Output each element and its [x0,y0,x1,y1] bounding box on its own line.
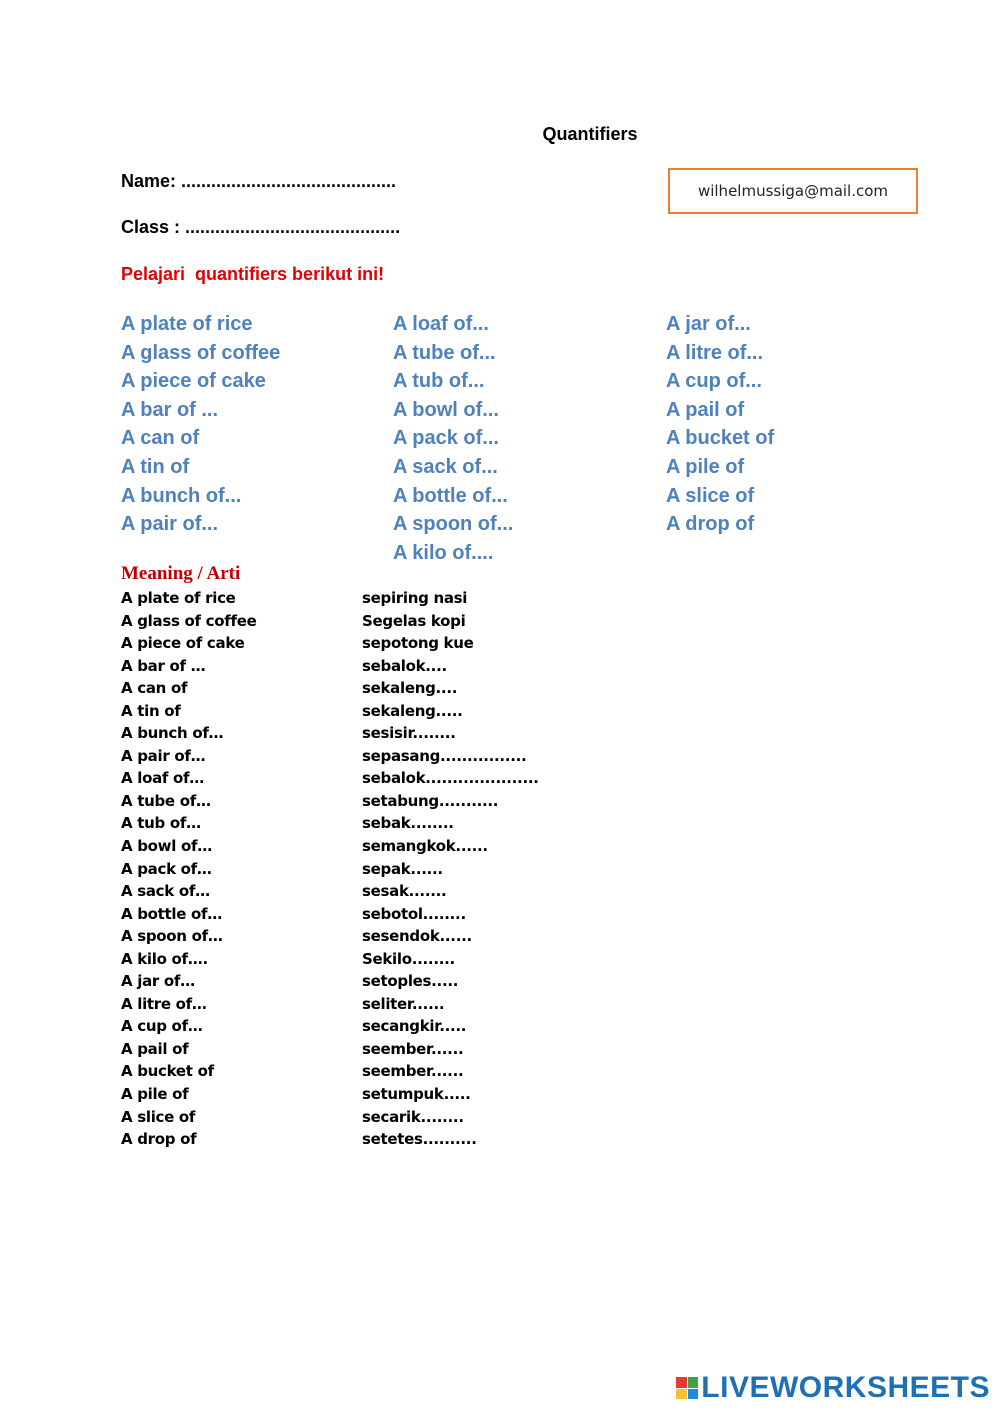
meaning-english: A tin of [121,701,181,720]
meaning-english: A pail of [121,1039,189,1058]
meaning-indonesian: seember...... [362,1039,464,1058]
meaning-indonesian: secangkir..... [362,1017,467,1036]
quantifier-item: A slice of [666,484,755,507]
meaning-indonesian: sekaleng.... [362,679,458,698]
meaning-row [121,722,539,745]
meaning-indonesian: sesisir........ [362,724,456,743]
meaning-indonesian: seliter...... [362,994,445,1013]
meaning-indonesian: sebalok.... [362,656,447,675]
email-text: wilhelmussiga@mail.com [697,182,889,200]
quantifier-column-1 [121,310,391,539]
meaning-row [121,1060,539,1083]
logo-text: LIVEWORKSHEETS [701,1371,990,1404]
meaning-english: A pile of [121,1085,189,1104]
meaning-indonesian: setetes.......... [362,1130,477,1149]
quantifier-column-3 [666,310,936,539]
meaning-indonesian: setabung........... [362,791,499,810]
meaning-english: A kilo of…. [121,949,208,968]
meaning-indonesian: setumpuk..... [362,1085,471,1104]
meaning-english: A bar of … [121,656,206,675]
quantifier-item: A bunch of... [121,484,242,507]
meaning-indonesian: sepiring nasi [362,589,468,607]
quantifier-item: A tub of... [393,370,485,393]
liveworksheets-logo-icon [676,1377,698,1399]
meaning-row [121,632,539,655]
meaning-row [121,655,539,678]
quantifier-item: A tin of [121,455,190,478]
meaning-indonesian: secarik........ [362,1107,464,1126]
meaning-english: A bowl of… [121,837,212,856]
meaning-row [121,587,539,610]
meaning-indonesian: setoples..... [362,972,459,991]
quantifier-item: A drop of [666,513,755,536]
name-field[interactable]: Name: ........................................... [121,171,397,191]
meaning-row [121,925,539,948]
meaning-row [121,1038,539,1061]
meaning-english: A tub of… [121,814,201,833]
meaning-heading: Meaning / Arti [121,563,241,584]
meaning-english: A jar of… [121,972,195,991]
meaning-indonesian: sekaleng..... [362,701,463,720]
meaning-english: A drop of [121,1130,197,1149]
quantifier-column-2 [393,310,663,567]
quantifier-item: A bottle of... [393,484,508,507]
meaning-row [121,835,539,858]
meaning-indonesian: sebotol........ [362,904,466,923]
meaning-row [121,745,539,768]
meaning-indonesian: sesak....... [362,882,447,901]
email-box [668,168,918,214]
liveworksheets-logo[interactable] [676,1371,990,1405]
quantifier-item: A can of [121,427,200,450]
meaning-row [121,700,539,723]
meaning-english: A spoon of… [121,927,223,946]
quantifier-item: A sack of... [393,455,498,478]
meaning-row [121,1128,539,1151]
meaning-row [121,1083,539,1106]
meaning-english: A glass of coffee [121,611,257,630]
meaning-english: A bottle of… [121,904,222,923]
meaning-english: A sack of… [121,882,210,901]
meaning-row [121,880,539,903]
meaning-row [121,1106,539,1129]
meaning-english: A litre of… [121,994,207,1013]
meaning-english: A slice of [121,1107,196,1126]
quantifier-item: A bar of ... [121,398,219,421]
meaning-table [121,587,539,1151]
meaning-indonesian: Sekilo........ [362,949,455,968]
meaning-english: A piece of cake [121,634,245,653]
meaning-english: A cup of… [121,1017,203,1036]
quantifier-item: A pail of [666,398,745,421]
meaning-english: A tube of… [121,791,211,810]
meaning-row [121,767,539,790]
meaning-indonesian: sepotong kue [362,634,474,653]
meaning-row [121,812,539,835]
quantifier-item: A jar of... [666,313,751,335]
meaning-row [121,1015,539,1038]
quantifier-item: A pair of... [121,513,219,536]
meaning-row [121,993,539,1016]
quantifier-item: A kilo of.... [393,541,494,564]
page-title: Quantifiers [542,124,638,144]
meaning-english: A can of [121,679,188,698]
quantifier-item: A plate of rice [121,313,253,335]
meaning-english: A loaf of… [121,769,204,788]
meaning-english: A bucket of [121,1062,214,1081]
quantifier-item: A bowl of... [393,398,499,421]
meaning-row [121,677,539,700]
meaning-indonesian: seember...... [362,1062,464,1081]
meaning-indonesian: semangkok...... [362,837,488,856]
quantifier-item: A bucket of [666,427,775,450]
meaning-indonesian: Segelas kopi [362,611,466,630]
meaning-row [121,610,539,633]
quantifier-item: A tube of... [393,341,496,364]
meaning-indonesian: sesendok...... [362,927,472,946]
quantifier-item: A glass of coffee [121,341,281,364]
meaning-row [121,970,539,993]
meaning-indonesian: sepasang................ [362,746,527,765]
meaning-row [121,790,539,813]
meaning-row [121,903,539,926]
meaning-indonesian: sebak........ [362,814,454,833]
meaning-english: A pack of… [121,859,212,878]
meaning-english: A bunch of… [121,724,224,743]
quantifier-item: A loaf of... [393,313,489,335]
meaning-row [121,858,539,881]
instruction-text: Pelajari quantifiers berikut ini! [121,264,385,284]
meaning-row [121,948,539,971]
quantifier-item: A pack of... [393,427,499,450]
class-field[interactable]: Class : ........................................... [121,217,401,237]
quantifier-item: A spoon of... [393,513,514,536]
meaning-indonesian: sebalok..................... [362,769,539,788]
meaning-indonesian: sepak...... [362,859,443,878]
meaning-english: A pair of… [121,746,206,765]
quantifier-item: A piece of cake [121,370,266,393]
quantifier-item: A litre of... [666,341,764,364]
quantifier-item: A pile of [666,455,745,478]
quantifier-item: A cup of... [666,370,762,393]
meaning-english: A plate of rice [121,589,236,607]
